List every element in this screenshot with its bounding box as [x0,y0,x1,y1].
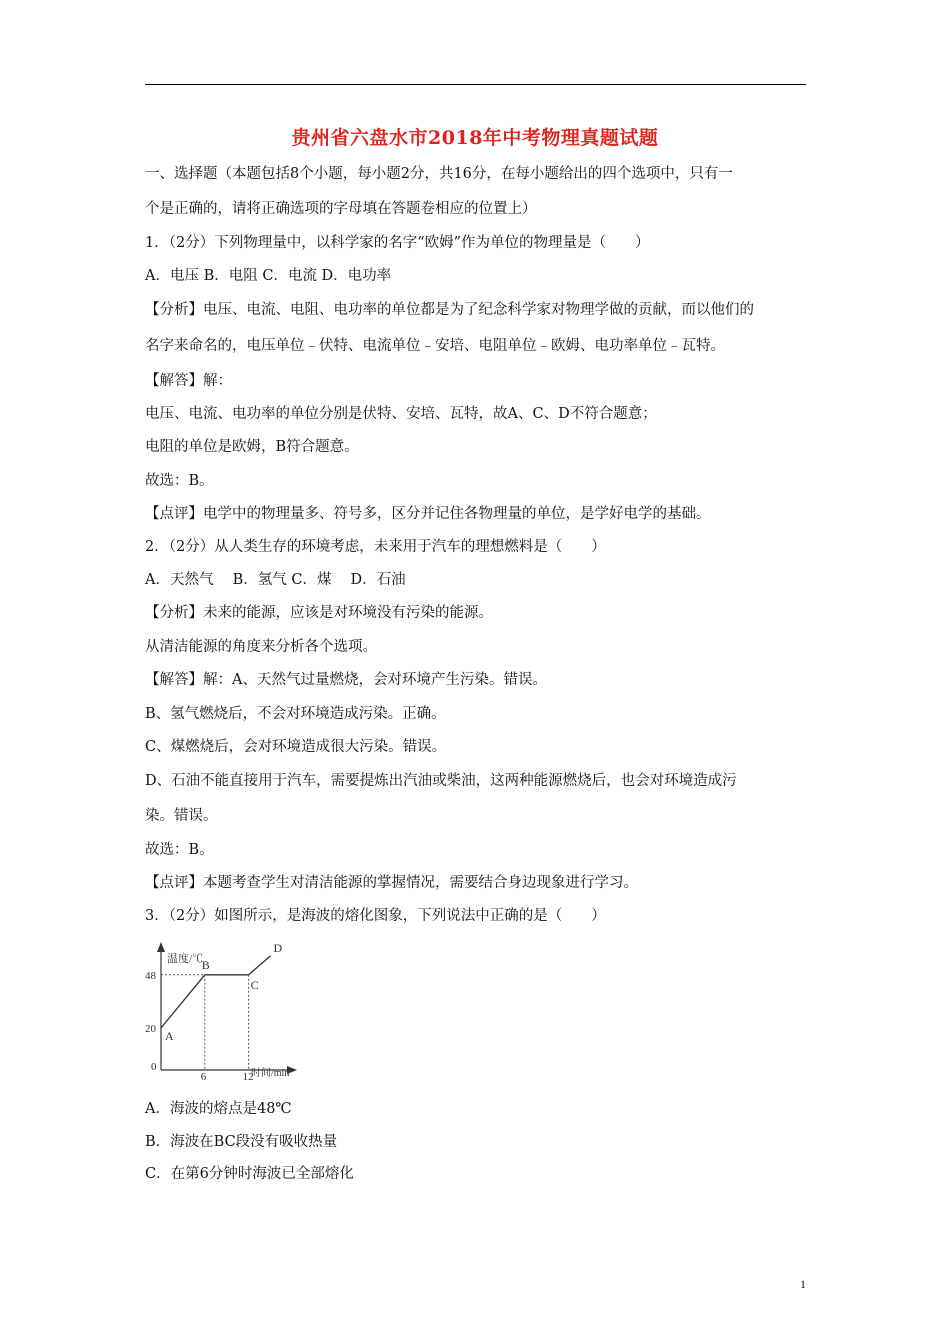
page-title: 贵州省六盘水市2018年中考物理真题试题 [291,127,659,149]
analysis-text: 【分析】电压、电流、电阻、电功率的单位都是为了纪念科学家对物理学做的贡献，而以他们的 [145,302,754,318]
solution-text: 【解答】解：A、天然气过量燃烧，会对环境产生污染。错误。 [145,672,547,688]
page-number: 1 [800,1277,806,1291]
question-2-options: A．天然气 B．氢气 C．煤 D．石油 [145,572,406,588]
text-line: 个是正确的，请将正确选项的字母填在答题卷相应的位置上） [145,201,537,217]
question-3: 3．（2分）如图所示，是海波的熔化图象，下列说法中正确的是（ ） [145,908,606,924]
melting-curve [161,956,271,1028]
y-tick-label: 20 [145,1023,156,1035]
option-b: B．海波在BC段没有吸收热量 [145,1134,338,1150]
question-2: 2．（2分）从人类生存的环境考虑，未来用于汽车的理想燃料是（ ） [145,539,606,555]
x-tick-label: 0 [151,1061,157,1073]
solution-label: 【解答】解： [145,373,232,389]
question-1-options: A．电压 B．电阻 C．电流 D．电功率 [145,268,392,284]
y-axis-label: 温度/℃ [167,953,204,965]
x-axis-label: 时间/min [251,1068,290,1079]
comment-text: 【点评】电学中的物理量多、符号多，区分并记住各物理量的单位，是学好电学的基础。 [145,506,711,522]
point-label-b: B [201,957,210,972]
answer-text: 故选：B。 [145,473,214,489]
option-a: A．海波的熔点是48℃ [145,1101,292,1117]
x-tick-label: 6 [200,1071,207,1080]
solution-text: 电阻的单位是欧姆，B符合题意。 [145,439,359,455]
comment-text: 【点评】本题考查学生对清洁能源的掌握情况，需要结合身边现象进行学习。 [145,875,638,891]
solution-text: 电压、电流、电功率的单位分别是伏特、安培、瓦特，故A、C、D不符合题意； [145,406,657,422]
point-label-a: A [165,1029,174,1043]
text-line: 一、选择题（本题包括8个小题，每小题2分，共16分，在每小题给出的四个选项中，只有一 [145,166,733,182]
melting-graph [145,940,315,1084]
answer-text: 故选：B。 [145,842,214,858]
header-rule [145,84,806,85]
solution-text: C、煤燃烧后，会对环境造成很大污染。错误。 [145,739,447,755]
analysis-text: 名字来命名的，电压单位﹣伏特、电流单位﹣安培、电阻单位﹣欧姆、电功率单位﹣瓦特。 [145,338,725,354]
solution-text: D、石油不能直接用于汽车，需要提炼出汽油或柴油，这两种能源燃烧后，也会对环境造成污 [145,773,737,789]
point-label-c: C [250,977,259,992]
analysis-text: 【分析】未来的能源，应该是对环境没有污染的能源。 [145,605,493,621]
solution-text: B、氢气燃烧后，不会对环境造成污染。正确。 [145,706,446,722]
point-label-d: D [273,940,283,955]
x-tick-label: 12 [242,1071,254,1080]
question-1: 1．（2分）下列物理量中，以科学家的名字“欧姆”作为单位的物理量是（ ） [145,235,650,251]
y-tick-label: 48 [145,969,156,982]
analysis-text: 从清洁能源的角度来分析各个选项。 [145,639,377,655]
option-c: C．在第6分钟时海波已全部熔化 [145,1166,354,1182]
solution-text: 染。错误。 [145,808,218,824]
y-axis-arrow [157,942,165,952]
